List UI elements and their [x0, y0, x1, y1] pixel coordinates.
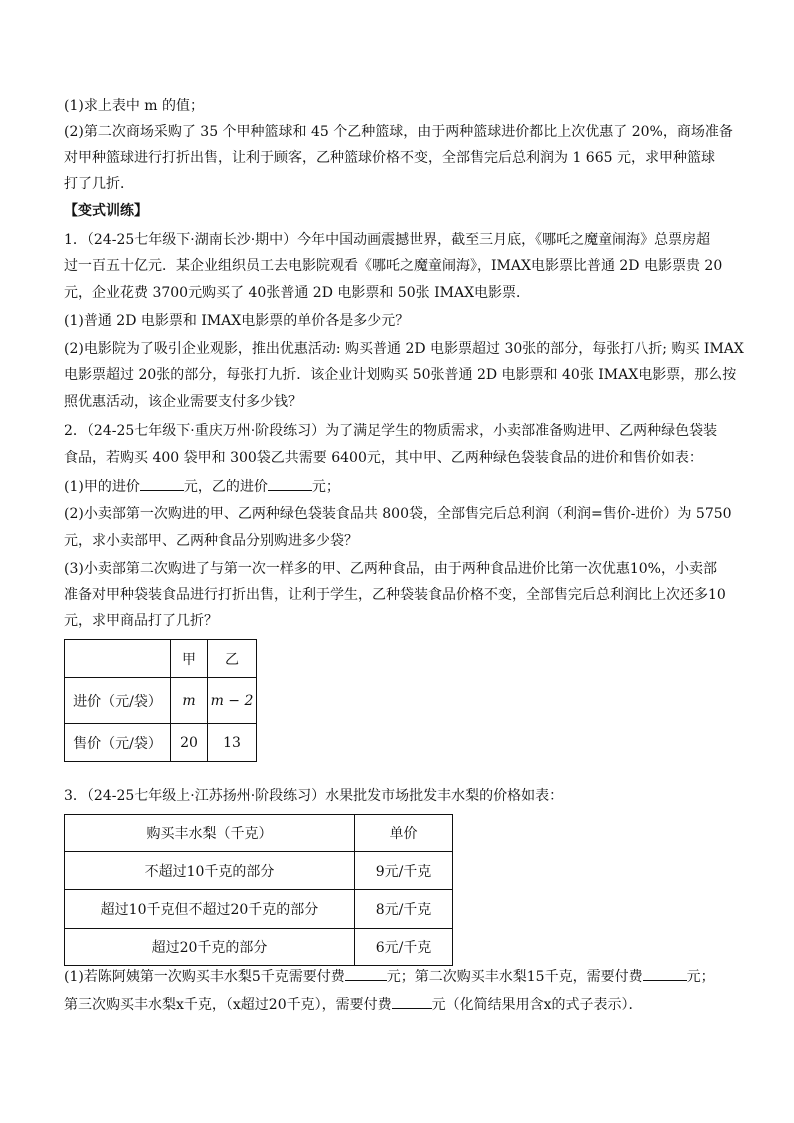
ex2-q3-line1: (3)小卖部第二次购进了与第一次一样多的甲、乙两种食品，由于两种食品进价比第一次优惠10%，小卖部 — [64, 561, 717, 577]
table-cell: 进价（元/袋） — [65, 678, 171, 724]
table-header-row — [65, 815, 453, 852]
ex3-line1: 3．（24-25七年级上·江苏扬州·阶段练习）水果批发市场批发丰水梨的价格如表： — [64, 788, 564, 804]
ex1-q1: (1)普通 2D 电影票和 IMAX电影票的单价各是多少元？ — [64, 313, 410, 329]
section-title: 【变式训练】 — [64, 203, 148, 219]
problem-q1: (1)求上表中 m 的值； — [64, 98, 205, 114]
table-cell: 不超过10千克的部分 — [65, 852, 355, 890]
ex1-line1: 1．（24-25七年级下·湖南长沙·期中）今年中国动画震撼世界，截至三月底，《哪吒之魔童闹海》总票房超 — [64, 232, 711, 248]
ex3-q1-text-c: 元； — [686, 969, 715, 985]
table-cell: 超过10千克但不超过20千克的部分 — [65, 890, 355, 929]
table-cell: 乙 — [208, 640, 257, 678]
ex1-q2-line1: (2)电影院为了吸引企业观影，推出优惠活动: 购买普通 2D 电影票超过 30张的部分，每张打八折; 购买 IMAX — [64, 341, 744, 357]
ex3-q1-line2 — [64, 994, 643, 1015]
ex3-q1-text-a: (1)若陈阿姨第一次购买丰水梨5千克需要付费 — [64, 969, 345, 985]
table-cell: m − 2 — [208, 678, 257, 724]
answer-blank[interactable] — [140, 476, 184, 491]
ex3-q1-text-d: 第三次购买丰水梨x千克，（x超过20千克），需要付费 — [64, 997, 392, 1013]
ex1-q2-line2: 电影票超过 20张的部分，每张打九折．该企业计划购买 50张普通 2D 电影票和 40张 IMAX电影票，那么按 — [64, 367, 737, 383]
ex2-q1 — [64, 476, 340, 497]
answer-blank[interactable] — [268, 476, 312, 491]
problem-q2-line3: 打了几折． — [64, 176, 134, 192]
answer-blank[interactable] — [345, 966, 387, 981]
ex2-line1: 2．（24-25七年级下·重庆万州·阶段练习）为了满足学生的物质需求，小卖部准备购进甲、乙两种绿色袋装 — [64, 423, 718, 439]
ex2-q2-line2: 元，求小卖部甲、乙两种食品分别购进多少袋？ — [64, 533, 358, 549]
ex1-line3: 元，企业花费 3700元购买了 40张普通 2D 电影票和 50张 IMAX电影票． — [64, 285, 531, 301]
ex1-line2: 过一百五十亿元．某企业组织员工去电影院观看《哪吒之魔童闹海》，IMAX电影票比普通 2D 电影票贵 20 — [64, 258, 723, 274]
table-cell: 20 — [171, 724, 208, 762]
table-cell: 单价 — [355, 815, 453, 852]
table-cell: 售价（元/袋） — [65, 724, 171, 762]
ex2-price-table — [64, 639, 257, 762]
ex2-line2: 食品，若购买 400 袋甲和 300袋乙共需要 6400元，其中甲、乙两种绿色袋装食品的进价和售价如表： — [64, 450, 703, 466]
ex2-q3-line3: 元，求甲商品打了几折？ — [64, 613, 218, 629]
problem-q2-line2: 对甲种篮球进行打折出售，让利于顾客，乙种篮球价格不变，全部售完后总利润为 1 665 元，求甲种篮球 — [64, 150, 715, 166]
table-cell: 购买丰水梨（千克） — [65, 815, 355, 852]
table-cell: 超过20千克的部分 — [65, 929, 355, 966]
problem-q2-line1: (2)第二次商场采购了 35 个甲种篮球和 45 个乙种篮球，由于两种篮球进价都比上次优惠了 20%，商场准备 — [64, 124, 733, 140]
ex2-q1-text-b: 元，乙的进价 — [183, 479, 268, 495]
table-row — [65, 929, 453, 966]
ex3-q1-text-b: 元；第二次购买丰水梨15千克，需要付费 — [386, 969, 643, 985]
ex3-q1-line1 — [64, 966, 715, 987]
ex2-q1-text-c: 元； — [311, 479, 340, 495]
ex2-q1-text-a: (1)甲的进价 — [64, 479, 140, 495]
ex2-q2-line1: (2)小卖部第一次购进的甲、乙两种绿色袋装食品共 800袋，全部售完后总利润（利润=售价-进价）为 5750 — [64, 506, 732, 522]
table-header-row — [65, 640, 257, 678]
answer-blank[interactable] — [392, 994, 432, 1009]
table-row — [65, 852, 453, 890]
answer-blank[interactable] — [643, 966, 687, 981]
table-cell: m — [171, 678, 208, 724]
table-cell: 8元/千克 — [355, 890, 453, 929]
table-cell: 13 — [208, 724, 257, 762]
table-cell: 6元/千克 — [355, 929, 453, 966]
table-cell — [65, 640, 171, 678]
table-cell: 甲 — [171, 640, 208, 678]
table-row — [65, 890, 453, 929]
ex3-price-table — [64, 814, 453, 966]
table-row — [65, 678, 257, 724]
ex3-q1-text-e: 元（化简结果用含x的式子表示）． — [431, 997, 643, 1013]
table-cell: 9元/千克 — [355, 852, 453, 890]
ex1-q2-line3: 照优惠活动，该企业需要支付多少钱？ — [64, 394, 302, 410]
table-row — [65, 724, 257, 762]
ex2-q3-line2: 准备对甲种袋装食品进行打折出售，让利于学生，乙种袋装食品价格不变，全部售完后总利润比上次还多10 — [64, 587, 726, 603]
